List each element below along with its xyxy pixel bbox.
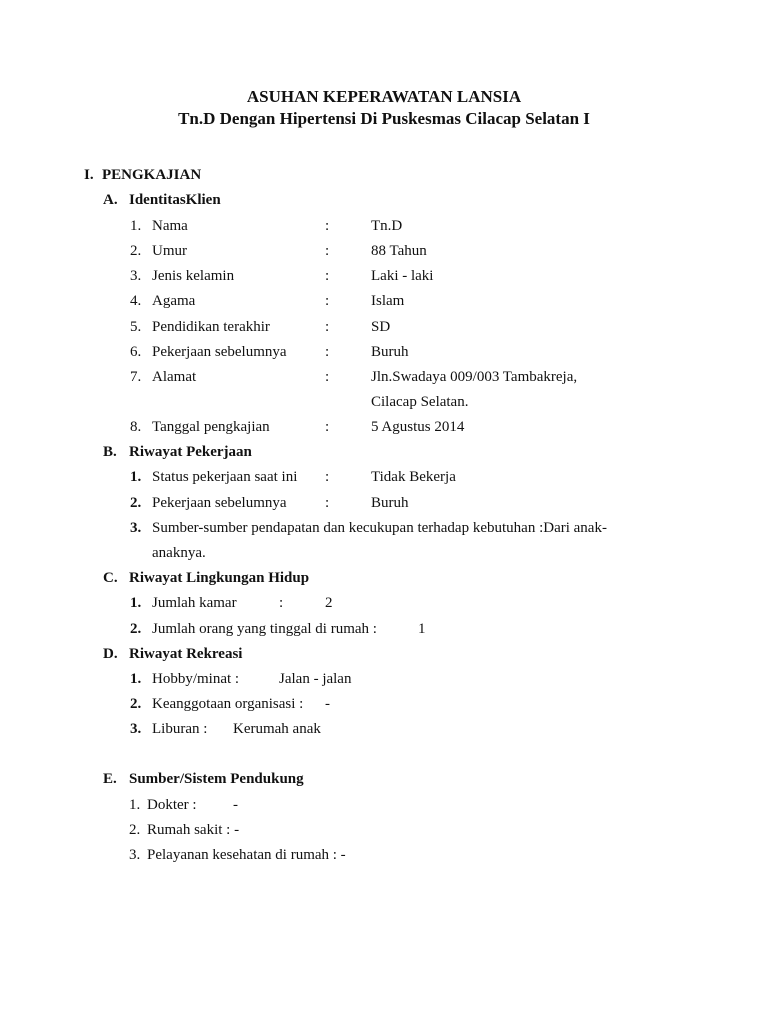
field-label: Rumah sakit : - (147, 822, 240, 838)
list-number: 2. (129, 822, 141, 838)
subsection-heading: Riwayat Rekreasi (129, 646, 243, 662)
list-number: 2. (130, 621, 142, 637)
field-colon: : (325, 218, 330, 234)
list-number: 2. (130, 243, 142, 259)
section-heading: PENGKAJIAN (102, 167, 202, 183)
document-subtitle: Tn.D Dengan Hipertensi Di Puskesmas Cilacap Selatan I (178, 109, 590, 128)
subsection-letter: A. (103, 192, 118, 208)
field-value-continued: Cilacap Selatan. (371, 394, 469, 410)
subsection-heading: Sumber/Sistem Pendukung (129, 771, 304, 787)
field-label: Dokter : (147, 797, 197, 813)
field-colon: : (325, 268, 330, 284)
document-title: ASUHAN KEPERAWATAN LANSIA (246, 87, 522, 106)
field-label: Pekerjaan sebelumnya (152, 344, 287, 360)
field-label: Jumlah orang yang tinggal di rumah : (152, 621, 377, 637)
subsection-heading: Riwayat Pekerjaan (129, 444, 252, 460)
field-label: Nama (152, 218, 188, 234)
field-value: Buruh (371, 344, 409, 360)
list-number: 5. (130, 319, 142, 335)
field-label: Sumber-sumber pendapatan dan kecukupan terhadap kebutuhan :Dari anak- (152, 520, 607, 536)
field-colon: : (325, 469, 330, 485)
list-number: 8. (130, 419, 142, 435)
list-number: 1. (130, 218, 142, 234)
field-colon: : (325, 293, 330, 309)
field-label: Liburan : (152, 721, 208, 737)
field-value: 88 Tahun (371, 243, 427, 259)
list-number: 1. (130, 671, 142, 687)
list-number: 7. (130, 369, 142, 385)
field-label: Keanggotaan organisasi : (152, 696, 304, 712)
field-value: Jalan - jalan (279, 671, 352, 687)
subsection-letter: C. (103, 570, 118, 586)
field-value: Tn.D (371, 218, 403, 234)
field-value: 1 (418, 621, 426, 637)
field-value: Buruh (371, 495, 409, 511)
field-value: 5 Agustus 2014 (371, 419, 465, 435)
field-value: Tidak Bekerja (371, 469, 456, 485)
field-value: Jln.Swadaya 009/003 Tambakreja, (371, 369, 578, 385)
field-label-continued: anaknya. (152, 545, 206, 561)
list-number: 3. (130, 520, 142, 536)
list-number: 3. (129, 847, 141, 863)
field-label: Pekerjaan sebelumnya (152, 495, 287, 511)
field-colon: : (325, 495, 330, 511)
field-colon: : (325, 369, 330, 385)
subsection-letter: D. (103, 646, 118, 662)
field-value: Laki - laki (371, 268, 434, 284)
field-colon: : (325, 319, 330, 335)
field-label: Agama (152, 293, 196, 309)
field-colon: : (325, 243, 330, 259)
field-value: SD (371, 319, 391, 335)
list-number: 1. (129, 797, 141, 813)
field-label: Jenis kelamin (152, 268, 235, 284)
field-label: Status pekerjaan saat ini (152, 469, 298, 485)
section-number: I. (84, 167, 94, 183)
list-number: 1. (130, 469, 142, 485)
list-number: 4. (130, 293, 142, 309)
field-label: Jumlah kamar (152, 595, 237, 611)
field-value: Islam (371, 293, 405, 309)
list-number: 1. (130, 595, 142, 611)
field-value: 2 (325, 595, 333, 611)
list-number: 3. (130, 721, 142, 737)
field-label: Pendidikan terakhir (152, 319, 270, 335)
field-value: - (325, 696, 330, 712)
list-number: 2. (130, 696, 142, 712)
field-value: Kerumah anak (233, 721, 321, 737)
field-label: Alamat (152, 369, 197, 385)
field-label: Pelayanan kesehatan di rumah : - (147, 847, 346, 863)
field-colon: : (325, 344, 330, 360)
list-number: 6. (130, 344, 142, 360)
field-label: Hobby/minat : (152, 671, 240, 687)
list-number: 2. (130, 495, 142, 511)
subsection-heading: IdentitasKlien (129, 192, 221, 208)
field-colon: : (279, 595, 284, 611)
list-number: 3. (130, 268, 142, 284)
field-label: Tanggal pengkajian (152, 419, 270, 435)
subsection-heading: Riwayat Lingkungan Hidup (129, 570, 310, 586)
field-value: - (233, 797, 238, 813)
field-label: Umur (152, 243, 187, 259)
subsection-letter: E. (103, 771, 117, 787)
subsection-letter: B. (103, 444, 117, 460)
field-colon: : (325, 419, 330, 435)
